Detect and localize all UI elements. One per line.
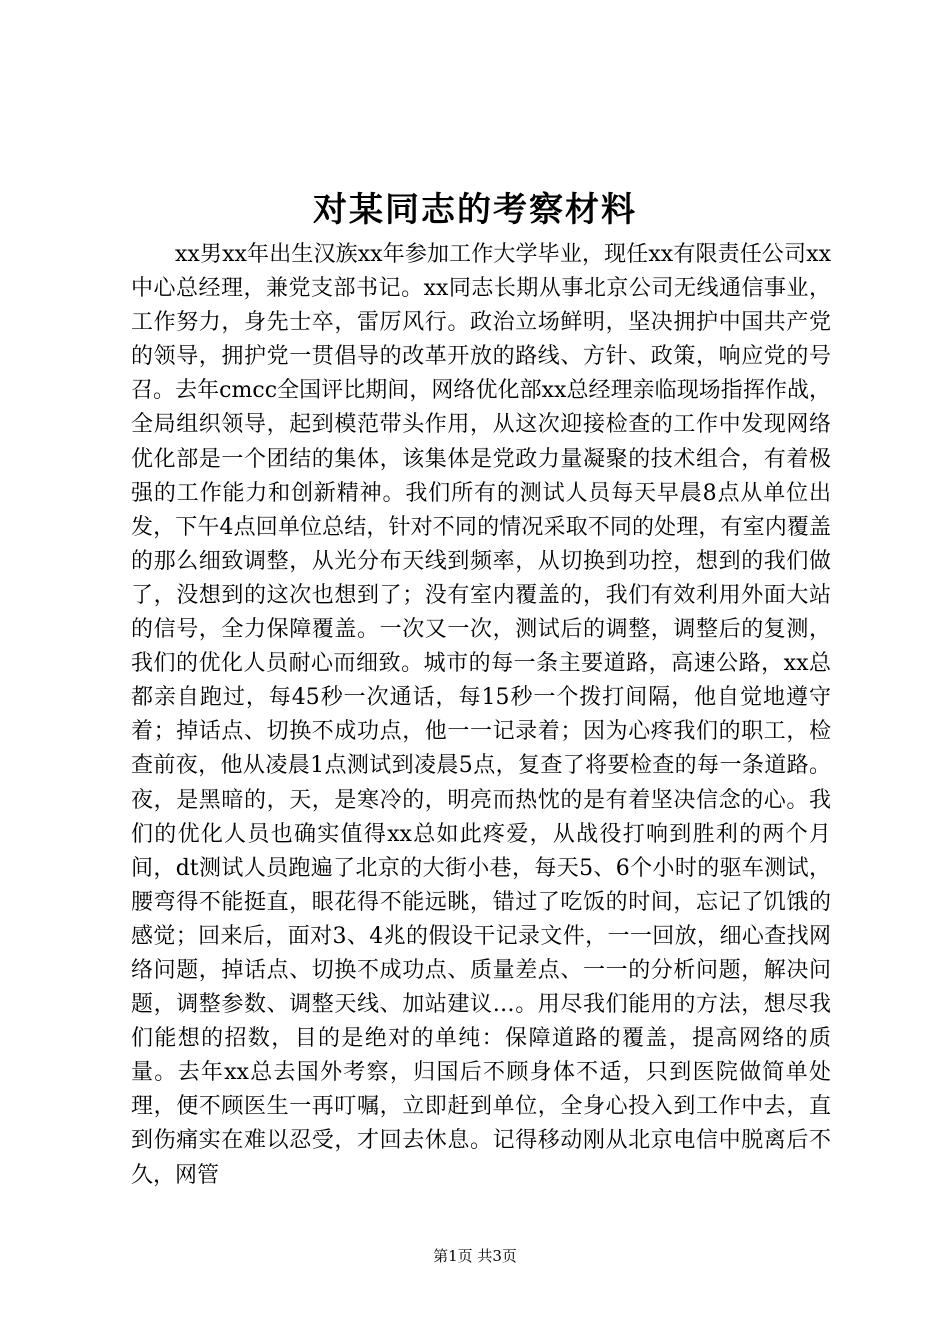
document-title: 对某同志的考察材料 bbox=[313, 190, 637, 230]
document-body: xx男xx年出生汉族xx年参加工作大学毕业，现任xx有限责任公司xx中心总经理，兼党支部书记。xx同志长期从事北京公司无线通信事业，工作努力，身先士卒，雷厉风行。政治立场鲜明，坚决拥护中国共产党的领导，拥护党一贯倡导的改革开放的路线、方针、政策，响应党的号召。去年cmcc全国评比期间，网络优化部xx总经理亲临现场指挥作战，全局组织领导，起到模范带头作用，从这次迎接检查的工作中发现网络优化部是一个团结的集体，该集体是党政力量凝聚的技术组合，有着极强的工作能力和创新精神。我们所有的测试人员每天早晨8点从单位出发，下午4点回单位总结，针对不同的情况采取不同的处理，有室内覆盖的那么细致调整，从光分布天线到频率，从切换到功控，想到的我们做了，没想到的这次也想到了；没有室内覆盖的，我们有效利用外面大站的信号，全力保障覆盖。一次又一次，测试后的调整，调整后的复测，我们的优化人员耐心而细致。城市的每一条主要道路，高速公路，xx总都亲自跑过，每45秒一次通话，每15秒一个拨打间隔，他自觉地遵守着；掉话点、切换不成功点，他一一记录着；因为心疼我们的职工，检查前夜，他从凌晨1点测试到凌晨5点，复查了将要检查的每一条道路。夜，是黑暗的，天，是寒冷的，明亮而热忱的是有着坚决信念的心。我们的优化人员也确实值得xx总如此疼爱，从战役打响到胜利的两个月间，dt测试人员跑遍了北京的大街小巷，每天5、6个小时的驱车测试，腰弯得不能挺直，眼花得不能远眺，错过了吃饭的时间，忘记了饥饿的感觉；回来后，面对3、4兆的假设干记录文件，一一回放，细心查找网络问题，掉话点、切换不成功点、质量差点、一一的分析问题，解决问题，调整参数、调整天线、加站建议…。用尽我们能用的方法，想尽我们能想的招数，目的是绝对的单纯：保障道路的覆盖，提高网络的质量。去年xx总去国外考察，归国后不顾身体不适，只到医院做简单处理，便不顾医生一再叮嘱，立即赶到单位，全身心投入到工作中去，直到伤痛实在难以忍受，才回去休息。记得移动刚从北京电信中脱离后不久，网管 bbox=[131, 242, 831, 1188]
page-footer: 第1页 共3页 bbox=[433, 1247, 517, 1265]
